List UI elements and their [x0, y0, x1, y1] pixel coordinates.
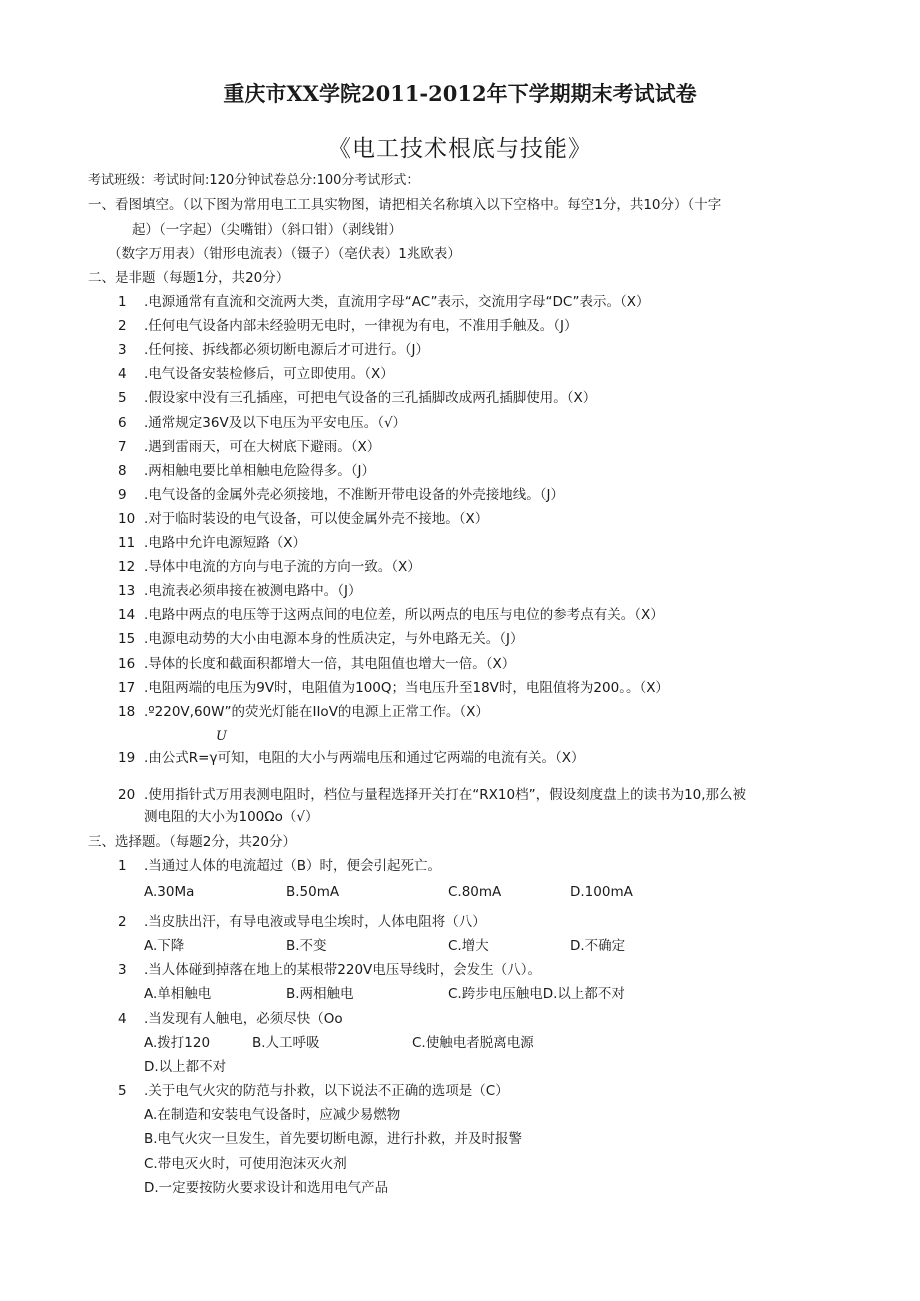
question-number: 4 — [118, 1011, 127, 1027]
item-text: .使用指针式万用表测电阻时，档位与量程选择开关打在“RX10档”，假设刻度盘上的读书为10,那么被 — [144, 787, 747, 803]
item-text: .由公式R=γ可知，电阻的大小与两端电压和通过它两端的电流有关。（X） — [144, 750, 585, 766]
tf-item-20 — [118, 786, 746, 804]
tf-item-1 — [118, 293, 650, 311]
item-text: .电气设备安装检修后，可立即使用。（X） — [144, 366, 394, 382]
item-text: .电路中两点的电压等于这两点间的电位差，所以两点的电压与电位的参考点有关。（X） — [144, 607, 664, 623]
question-number: 1 — [118, 858, 127, 874]
item-number: 5 — [118, 390, 127, 406]
mc-q1-stem — [118, 857, 441, 875]
mc-q1-option-c: C.80mA — [448, 884, 502, 900]
tf-item-2 — [118, 317, 578, 335]
mc-q4-option-c: C.使触电者脱离电源 — [412, 1035, 534, 1051]
mc-q5-option-b: B.电气火灾一旦发生，首先要切断电源，进行扑救，并及时报警 — [144, 1131, 523, 1147]
tf-item-8 — [118, 462, 375, 480]
section1-line1: 一、看图填空。（以下图为常用电工工具实物图，请把相关名称填入以下空格中。每空1分，共10分）（十字 — [88, 197, 722, 213]
item-text: .电气设备的金属外壳必须接地，不准断开带电设备的外壳接地线。（J） — [144, 487, 565, 503]
exam-title: 重庆市XX学院2011-2012年下学期期末考试试卷 — [223, 81, 697, 106]
item-number: 12 — [118, 559, 136, 575]
mc-q2-option-c: C.增大 — [448, 938, 489, 954]
tf-item-11 — [118, 534, 306, 552]
mc-q3-option-cd: C.跨步电压触电D.以上都不对 — [448, 986, 625, 1002]
mc-q5-stem — [118, 1082, 509, 1100]
item-number: 20 — [118, 787, 136, 803]
mc-q1-option-b: B.50mA — [286, 884, 340, 900]
item-number: 8 — [118, 463, 127, 479]
mc-q2-stem — [118, 913, 486, 931]
item-number: 16 — [118, 656, 136, 672]
mc-q3-option-b: B.两相触电 — [286, 986, 354, 1002]
item-text: .电源通常有直流和交流两大类，直流用字母“AC”表示，交流用字母“DC”表示。（X） — [144, 294, 650, 310]
item-number: 13 — [118, 583, 136, 599]
item-number: 2 — [118, 318, 127, 334]
item-text: .遇到雷雨天，可在大树底下避雨。（X） — [144, 439, 381, 455]
item-number: 17 — [118, 680, 136, 696]
section3-heading: 三、选择题。（每题2分，共20分） — [88, 834, 297, 850]
item-text: .电源电动势的大小由电源本身的性质决定，与外电路无关。（J） — [144, 631, 524, 647]
item-text: .电路中允许电源短路（X） — [144, 535, 307, 551]
item-number: 1 — [118, 294, 127, 310]
mc-q2-option-d: D.不确定 — [570, 938, 626, 954]
question-text: .关于电气火灾的防范与扑救，以下说法不正确的选项是（C） — [144, 1083, 509, 1099]
tf-item-17 — [118, 679, 669, 697]
tf-item-6 — [118, 414, 406, 432]
item-text: .假设家中没有三孔插座，可把电气设备的三孔插脚改成两孔插脚使用。（X） — [144, 390, 597, 406]
question-text: .当通过人体的电流超过（B）时，便会引起死亡。 — [144, 858, 442, 874]
mc-q1-option-a: A.30Ma — [144, 884, 195, 900]
mc-q4-option-b: B.人工呼吸 — [252, 1035, 320, 1051]
tf-item-19 — [118, 749, 584, 767]
item-number: 18 — [118, 704, 136, 720]
section2-heading: 二、是非题（每题1分，共20分） — [88, 270, 290, 286]
item-text: .通常规定36V及以下电压为平安电压。（√） — [144, 415, 407, 431]
item-text: .导体的长度和截面积都增大一倍，其电阻值也增大一倍。（X） — [144, 656, 516, 672]
mc-q5-option-a: A.在制造和安装电气设备时，应减少易燃物 — [144, 1107, 401, 1123]
tf-item-18 — [118, 703, 489, 721]
mc-q5-option-c: C.带电灭火时，可使用泡沫灭火剂 — [144, 1156, 347, 1172]
question-number: 5 — [118, 1083, 127, 1099]
tf-item-20-cont: 测电阻的大小为100Ωo（√） — [144, 809, 319, 825]
tf-item-12 — [118, 558, 421, 576]
mc-q2-option-a: A.下降 — [144, 938, 185, 954]
mc-q4-option-a: A.拨打120 — [144, 1035, 211, 1051]
item-number: 4 — [118, 366, 127, 382]
mc-q4-stem — [118, 1010, 343, 1028]
item-number: 7 — [118, 439, 127, 455]
tf-item-15 — [118, 630, 524, 648]
question-text: .当皮肤出汗，有导电液或导电尘埃时，人体电阻将（八） — [144, 914, 486, 930]
question-number: 3 — [118, 962, 127, 978]
item-number: 6 — [118, 415, 127, 431]
item-text: .任何电气设备内部未经验明无电时，一律视为有电，不准用手触及。（J） — [144, 318, 578, 334]
exam-info: 考试班级：考试时间:120分钟试卷总分:100分考试形式： — [88, 173, 420, 188]
tf-item-4 — [118, 365, 394, 383]
mc-q1-option-d: D.100mA — [570, 884, 633, 900]
item-number: 10 — [118, 511, 136, 527]
mc-q4-option-d: D.以上都不对 — [144, 1059, 227, 1075]
section1-line3: （数字万用表）（钳形电流表）（镊子）（亳伏表）1兆欧表） — [108, 246, 461, 262]
mc-q5-option-d: D.一定要按防火要求设计和选用电气产品 — [144, 1180, 389, 1196]
item-text: .导体中电流的方向与电子流的方向一致。（X） — [144, 559, 421, 575]
question-number: 2 — [118, 914, 127, 930]
tf-item-9 — [118, 486, 564, 504]
tf-item-14 — [118, 606, 664, 624]
section1-line2: 起）（一字起）（尖嘴钳）（斜口钳）（剥线钳） — [132, 222, 402, 238]
item-number: 9 — [118, 487, 127, 503]
tf-item-13 — [118, 582, 362, 600]
item-text: .对于临时装设的电气设备，可以使金属外壳不接地。（X） — [144, 511, 489, 527]
tf-item-7 — [118, 438, 380, 456]
item-text: .两相触电要比单相触电危险得多。（J） — [144, 463, 376, 479]
tf-item-10 — [118, 510, 488, 528]
mc-q3-stem — [118, 961, 541, 979]
item-text: .电阻两端的电压为9V时，电阻值为100Q；当电压升至18V时，电阻值将为200。。（X） — [144, 680, 669, 696]
mc-q2-option-b: B.不变 — [286, 938, 327, 954]
item-number: 15 — [118, 631, 136, 647]
tf-item-5 — [118, 389, 596, 407]
mc-q3-option-a: A.单相触电 — [144, 986, 212, 1002]
course-title: 《电工技术根底与技能》 — [328, 136, 592, 162]
item-text: .º220V,60W”的荧光灯能在IIoV的电源上正常工作。（X） — [144, 704, 489, 720]
item-text: .电流表必须串接在被测电路中。（J） — [144, 583, 362, 599]
question-text: .当发现有人触电，必须尽快（Oo — [144, 1011, 343, 1027]
tf-item-3 — [118, 341, 429, 359]
item-number: 19 — [118, 750, 136, 766]
item-text: .任何接、拆线都必须切断电源后才可进行。（J） — [144, 342, 430, 358]
item-number: 14 — [118, 607, 136, 623]
item-number: 3 — [118, 342, 127, 358]
item-number: 11 — [118, 535, 136, 551]
tf-item-16 — [118, 655, 515, 673]
question-text: .当人体碰到掉落在地上的某根带220V电压导线时，会发生（八）。 — [144, 962, 542, 978]
formula-u: U — [216, 729, 227, 744]
